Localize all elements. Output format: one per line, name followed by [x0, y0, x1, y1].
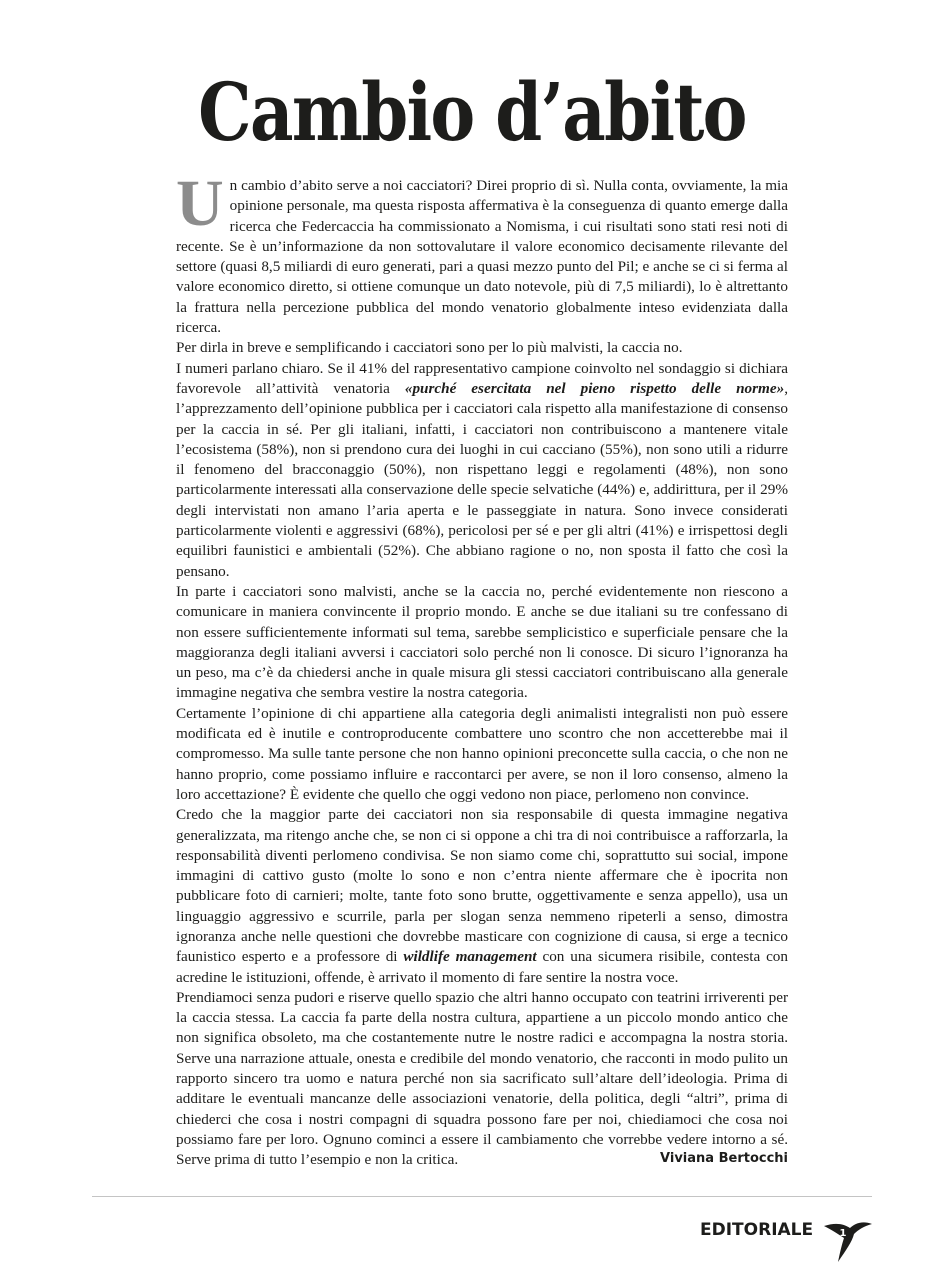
paragraph-3-quote: «purché esercitata nel pieno rispetto delle norme» — [404, 379, 785, 397]
paragraph-6-italic-term: wildlife management — [403, 948, 537, 966]
paragraph-2: Per dirla in breve e semplificando i cacciatori sono per lo più malvisti, la caccia no. — [176, 339, 683, 357]
page-title: Cambio d’abito — [198, 65, 746, 159]
page-number: 1 — [839, 1228, 847, 1239]
paragraph-3 — [176, 359, 788, 582]
paragraph-5: Certamente l’opinione di chi appartiene alla categoria degli animalisti integralisti non può essere modificata ed è inutile e controproducente combattere uno scontro che non accetterebbe mai il compromesso. Ma sulle tante persone che non hanno opinioni preconcette sulla caccia, o che non ne hanno proprio, come possiamo influire e raccontarci per avere, se non il loro consenso, almeno la loro accettazione? È evidente che quello che oggi vedono non piace, perlomeno non convince. — [176, 704, 788, 803]
paragraph-1 — [176, 167, 788, 338]
paragraph-7: Prendiamoci senza pudori e riserve quello spazio che altri hanno occupato con teatrini irriverenti per la caccia stessa. La caccia fa parte della nostra cultura, appartiene a un piccolo mondo antico che non significa obsoleto, ma che costantemente nutre le nostre radici e accompagna la nostra storia. Serve una narrazione attuale, onesta e credibile del mondo venatorio, che racconti in modo pulito un rapporto sincero tra uomo e natura perché non sia sacrificato sull’altare dell’ideologia. Prima di additare le eventuali mancanze delle associazioni venatorie, della politica, degli “altri”, prima di chiederci che cosa i nostri compagni di squadra possono fare per noi, chiediamoci che cosa noi possiamo fare per loro. Ognuno cominci a essere il cambiamento che vorrebbe vedere intorno a sé. Serve prima di tutto l’esempio e non la critica. — [176, 988, 788, 1169]
article-body — [176, 167, 788, 1171]
section-label: EDITORIALE — [700, 1220, 814, 1240]
footer-divider — [92, 1196, 872, 1197]
author-signature: Viviana Bertocchi — [660, 1151, 788, 1166]
paragraph-3-text-a: I numeri parlano chiaro. Se il 41% del rappresentativo campione coinvolto nel sondaggio si dichiara favorevole all’attività venatoria — [176, 359, 788, 397]
paragraph-1-text: n cambio d’abito serve a noi cacciatori? Direi proprio di sì. Nulla conta, ovviamente, la mia opinione personale, ma questa risposta affermativa è la conseguenza di quanto emerge dalla ricerca che Federcaccia ha commissionato a Nomisma, i cui risultati sono stati resi noti di recente. Se è un’informazione da non sottovalutare il valore economico decisamente rilevante del settore (quasi 8,5 miliardi di euro generati, pari a quasi mezzo punto del Pil; e anche se ci si ferma al valore economico diretto, si ottiene comunque un dato notevole, più di 7,5 miliardi), lo è altrettanto la frattura nella percezione pubblica del mondo venatorio globalmente inteso evidenziata dalla ricerca. — [176, 177, 788, 337]
paragraph-6-text-b: con una sicumera risibile, contesta con acredine le istituzioni, offende, è arrivato il momento di fare sentire la nostra voce. — [176, 948, 788, 986]
paragraph-6-text-a: Credo che la maggior parte dei cacciatori non sia responsabile di questa immagine negativa generalizzata, ma ritengo anche che, se non ci si oppone a chi tra di noi contribuisce a rafforzarla, la responsabilità diventi perlomeno condivisa. Se non siamo come chi, soprattutto sui social, impone immagini di cattivo gusto (molte lo sono e non c’entra niente affermare che è ipocrita non pubblicare foto di carnieri; molte, tante foto sono brutte, oggettivamente e senza appello), usa un linguaggio aggressivo e scurrile, parla per slogan senza nemmeno ripeterli a senso, dimostra ignoranza anche nelle questioni che dovrebbe masticare con cognizione di causa, si erge a tecnico faunistico esperto e a professore di — [176, 806, 788, 966]
paragraph-4: In parte i cacciatori sono malvisti, anche se la caccia no, perché evidentemente non riescono a comunicare in maniera convincente il proprio mondo. E anche se due italiani su tre confessano di non essere sufficientemente informati sul tema, sarebbe semplicistico e superficiale pensare che la maggioranza degli italiani avversi i cacciatori solo perché non li conosce. Di sicuro l’ignoranza ha un peso, ma c’è da chiedersi anche in quale misura gli stessi cacciatori contribuiscano alla generale immagine negativa che sembra vestire la nostra categoria. — [176, 582, 788, 702]
paragraph-3-text-b: , l’apprezzamento dell’opinione pubblica per i cacciatori cala rispetto alla manifestazione di consenso per la caccia in sé. Per gli italiani, infatti, i cacciatori non contribuiscono a mantenere vitale l’ecosistema (58%), non si prendono cura dei luoghi in cui cacciano (55%), non sono utili a ridurre il fenomeno del bracconaggio (50%), non rispettano leggi e regolamenti (48%), non sono particolarmente interessati alla conservazione delle specie selvatiche (44%) e, addirittura, per il 29% degli intervistati non amano l’aria aperta e le passeggiate in natura. Sono invece considerati particolarmente violenti e aggressivi (68%), pericolosi per sé e per gli altri (41%) e irrispettosi degli equilibri faunistici e ambientali (52%). Che abbiano ragione o no, non sposta il fatto che così la pensano. — [176, 379, 788, 580]
paragraph-6 — [176, 805, 788, 988]
drop-cap: U — [176, 167, 224, 240]
